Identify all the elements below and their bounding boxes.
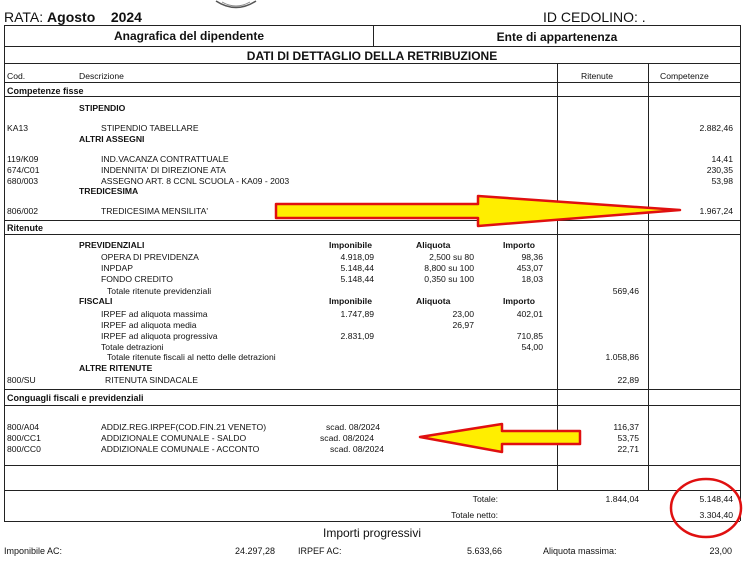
anagrafica-header: Anagrafica del dipendente <box>113 29 265 43</box>
rata-label: RATA: <box>4 9 44 25</box>
row-competenze: 230,35 <box>706 165 733 175</box>
prev-importo: 98,36 <box>521 252 543 262</box>
fisc-desc: IRPEF ad aliquota massima <box>101 309 208 319</box>
head-imponibile: Imponibile <box>329 240 372 250</box>
row-competenze: 1.967,24 <box>699 206 733 216</box>
prev-aliquota: 2,500 su 80 <box>429 252 474 262</box>
group-altri-assegni: ALTRI ASSEGNI <box>79 134 145 144</box>
section-ritenute: Ritenute <box>7 223 43 233</box>
group-altre-ritenute: ALTRE RITENUTE <box>79 363 153 373</box>
progressivi-irpef: 5.633,66 <box>466 546 502 556</box>
fisc-totale-label: Totale ritenute fiscali al netto delle detrazioni <box>107 352 276 362</box>
rata-year: 2024 <box>110 9 142 25</box>
progressivi-imponibile: 24.297,28 <box>234 546 275 556</box>
netto-label: Totale netto: <box>451 510 498 520</box>
prev-imponibile: 5.148,44 <box>340 274 374 284</box>
prev-aliquota: 0,350 su 100 <box>424 274 474 284</box>
row-competenze: 2.882,46 <box>699 123 733 133</box>
row-competenze: 53,98 <box>711 176 733 186</box>
id-cedolino <box>543 9 646 25</box>
fisc-desc: IRPEF ad aliquota progressiva <box>101 331 218 341</box>
cong-desc: ADDIZIONALE COMUNALE - SALDO <box>101 433 247 443</box>
col-cod: Cod. <box>7 71 26 81</box>
fisc-aliquota: 26,97 <box>452 320 474 330</box>
fisc-detrazioni-label: Totale detrazioni <box>101 342 164 352</box>
cong-cod: 800/A04 <box>7 422 40 432</box>
prev-totale-label: Totale ritenute previdenziali <box>107 286 212 296</box>
row-cod: KA13 <box>7 123 29 133</box>
col-competenze: Competenze <box>660 71 709 81</box>
fisc-detrazioni: 54,00 <box>521 342 543 352</box>
fisc-totale: 1.058,86 <box>605 352 639 362</box>
prev-desc: FONDO CREDITO <box>101 274 173 284</box>
prev-importo: 453,07 <box>516 263 543 273</box>
cong-ritenute: 22,71 <box>617 444 639 454</box>
altre-desc: RITENUTA SINDACALE <box>105 375 198 385</box>
row-desc: IND.VACANZA CONTRATTUALE <box>101 154 229 164</box>
group-previdenziali: PREVIDENZIALI <box>79 240 145 250</box>
head-importo: Importo <box>503 296 535 306</box>
row-desc: INDENNITA' DI DIREZIONE ATA <box>101 165 226 175</box>
cong-cod: 800/CC0 <box>7 444 41 454</box>
id-cedolino-value: . <box>641 9 646 25</box>
cong-ritenute: 116,37 <box>613 422 639 432</box>
row-desc: TREDICESIMA MENSILITA' <box>101 206 209 216</box>
group-fiscali: FISCALI <box>79 296 113 306</box>
prev-imponibile: 5.148,44 <box>340 263 374 273</box>
altre-cod: 800/SU <box>7 375 36 385</box>
rata-month: Agosto <box>47 9 96 25</box>
head-aliquota: Aliquota <box>416 296 451 306</box>
cong-scad: scad. 08/2024 <box>326 422 380 432</box>
prev-imponibile: 4.918,09 <box>340 252 374 262</box>
progressivi-imponibile-label: Imponibile AC: <box>4 546 63 556</box>
totale-ritenute: 1.844,04 <box>605 494 639 504</box>
row-cod: 674/C01 <box>7 165 40 175</box>
cong-cod: 800/CC1 <box>7 433 41 443</box>
totale-label: Totale: <box>472 494 498 504</box>
fisc-importo: 402,01 <box>516 309 543 319</box>
cong-desc: ADDIZ.REG.IRPEF(COD.FIN.21 VENETO) <box>101 422 267 432</box>
row-cod: 680/003 <box>7 176 39 186</box>
prev-desc: OPERA DI PREVIDENZA <box>101 252 199 262</box>
row-competenze: 14,41 <box>711 154 733 164</box>
prev-totale: 569,46 <box>612 286 639 296</box>
progressivi-irpef-label: IRPEF AC: <box>298 546 342 556</box>
cong-desc: ADDIZIONALE COMUNALE - ACCONTO <box>101 444 260 454</box>
cong-ritenute: 53,75 <box>617 433 639 443</box>
fisc-importo: 710,85 <box>516 331 543 341</box>
ente-header: Ente di appartenenza <box>496 30 618 44</box>
prev-desc: INPDAP <box>101 263 133 273</box>
row-cod: 806/002 <box>7 206 39 216</box>
prev-aliquota: 8,800 su 100 <box>424 263 474 273</box>
altre-ritenute: 22,89 <box>617 375 639 385</box>
page-title: DATI DI DETTAGLIO DELLA RETRIBUZIONE <box>246 49 498 63</box>
seal-icon <box>214 0 258 10</box>
progressivi-title: Importi progressivi <box>322 526 422 540</box>
section-conguagli: Conguagli fiscali e previdenziali <box>7 393 144 403</box>
fisc-aliquota: 23,00 <box>452 309 474 319</box>
fisc-desc: IRPEF ad aliquota media <box>101 320 197 330</box>
head-aliquota: Aliquota <box>416 240 451 250</box>
rata-row <box>4 9 142 25</box>
head-imponibile: Imponibile <box>329 296 372 306</box>
progressivi-aliquota-label: Aliquota massima: <box>543 546 617 556</box>
group-tredicesima: TREDICESIMA <box>79 186 139 196</box>
netto-value: 3.304,40 <box>699 510 733 520</box>
cong-scad: scad. 08/2024 <box>320 433 374 443</box>
right-arrow-icon <box>276 196 680 226</box>
row-cod: 119/K09 <box>7 154 39 164</box>
totale-competenze: 5.148,44 <box>699 494 733 504</box>
progressivi-aliquota: 23,00 <box>709 546 732 556</box>
row-desc: STIPENDIO TABELLARE <box>101 123 199 133</box>
col-ritenute: Ritenute <box>581 71 614 81</box>
id-cedolino-label: ID CEDOLINO: <box>543 9 638 25</box>
fisc-imponibile: 2.831,09 <box>340 331 374 341</box>
cong-scad: scad. 08/2024 <box>330 444 384 454</box>
fisc-imponibile: 1.747,89 <box>340 309 374 319</box>
row-desc: ASSEGNO ART. 8 CCNL SCUOLA - KA09 - 2003 <box>101 176 290 186</box>
left-arrow-icon <box>420 424 580 452</box>
group-stipendio: STIPENDIO <box>79 103 126 113</box>
section-competenze-fisse: Competenze fisse <box>7 86 84 96</box>
head-importo: Importo <box>503 240 535 250</box>
prev-importo: 18,03 <box>521 274 543 284</box>
col-descrizione: Descrizione <box>79 71 124 81</box>
